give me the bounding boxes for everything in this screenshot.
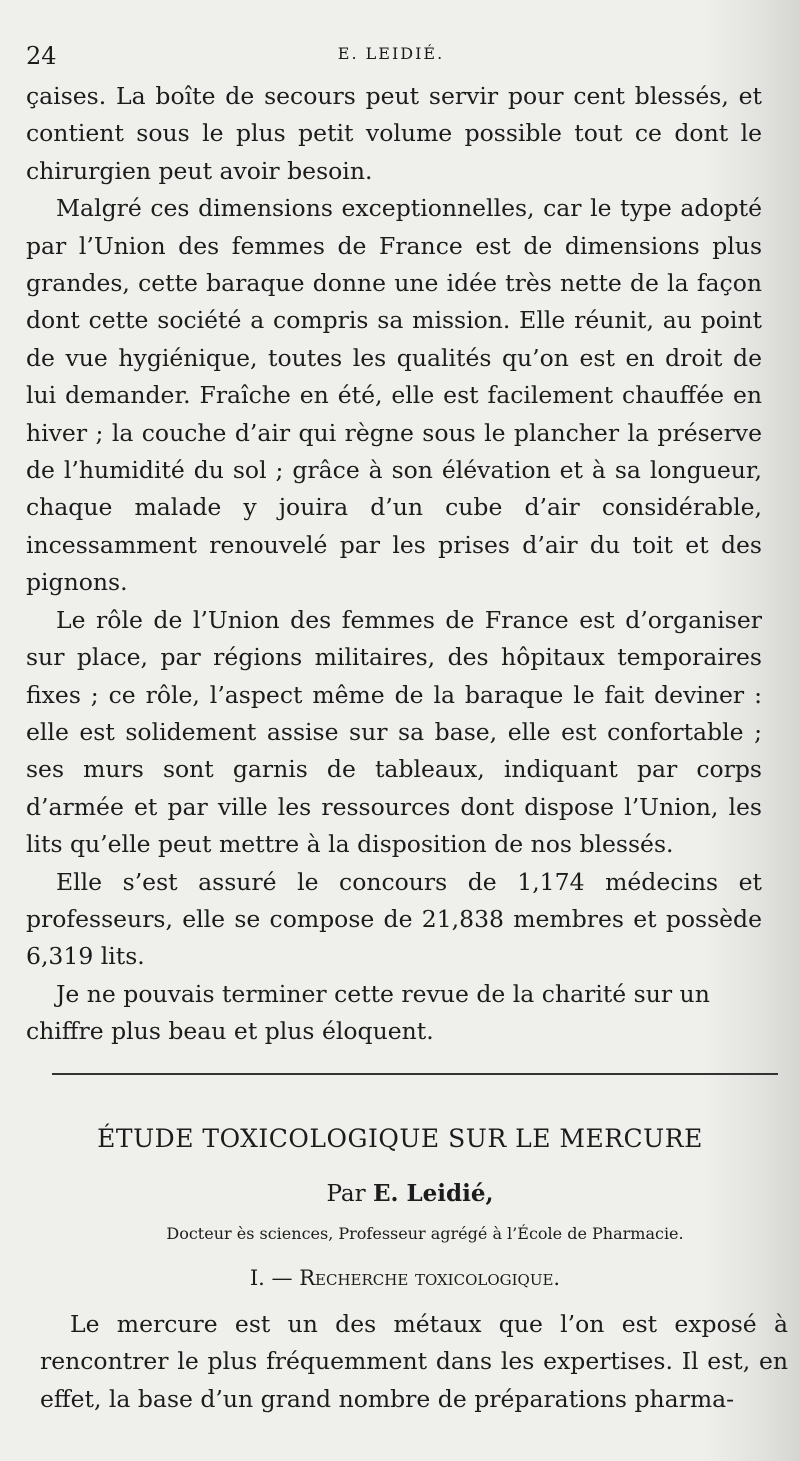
author-prefix: Par [326, 1181, 366, 1207]
author-name: E. Leidié, [372, 1180, 494, 1207]
running-head-title: E. LEIDIÉ. [337, 44, 445, 63]
section-heading [0, 1266, 800, 1290]
section-number: I. — [249, 1266, 293, 1290]
article-author [0, 1180, 800, 1207]
section-text [40, 1306, 788, 1418]
paragraph-continuation: çaises. La boîte de secours peut servir pour cent blessés, et contient sous le plus petit volume possible tout ce dont le chirurgien peut avoir besoin. [26, 82, 762, 185]
paragraph-role: Le rôle de l’Union des femmes de France est d’organiser sur place, par régions militaires, des hôpitaux temporaires fixes ; ce rôle, l’aspect même de la baraque le fait deviner : elle est solidement assise sur sa base, elle est confortable ; ses murs sont garnis de tableaux, indiquant par corps d’armée et par ville les ressources dont dispose l’Union, les lits qu’elle peut mettre à la disposition de nos blessés. [26, 605, 762, 859]
page-number: 24 [26, 42, 57, 70]
paragraph-statistics: Elle s’est assuré le concours de 1,174 médecins et professeurs, elle se compose de 21,838 membres et possède 6,319 lits. [26, 867, 762, 971]
paragraph-mercure: Le mercure est un des métaux que l’on est exposé à rencontrer le plus fréquemment dans les expertises. Il est, en effet, la base d’un grand nombre de préparations pharma- [40, 1310, 788, 1413]
paragraph-closing: Je ne pouvais terminer cette revue de la charité sur un chiffre plus beau et plus éloquent. [26, 979, 710, 1046]
body-text [26, 78, 762, 1051]
article-title: ÉTUDE TOXICOLOGIQUE SUR LE MERCURE [97, 1124, 703, 1153]
paragraph-baraque: Malgré ces dimensions exceptionnelles, car le type adopté par l’Union des femmes de France est de dimensions plus grandes, cette baraque donne une idée très nette de la façon dont cette société a compris sa mission. Elle réunit, au point de vue hygiénique, toutes les qualités qu’on est en droit de lui demander. Fraîche en été, elle est facilement chauffée en hiver ; la couche d’air qui règne sous le plancher la préserve de l’humidité du sol ; grâce à son élévation et à sa longueur, chaque malade y jouira d’un cube d’air considérable, incessamment renouvelé par les prises d’air du toit et des pignons. [26, 194, 762, 597]
section-divider [52, 1073, 778, 1075]
running-head [22, 38, 760, 72]
author-affiliation: Docteur ès sciences, Professeur agrégé à l’École de Pharmacie. [166, 1224, 684, 1243]
section-title: Recherche toxicologique. [299, 1266, 561, 1290]
